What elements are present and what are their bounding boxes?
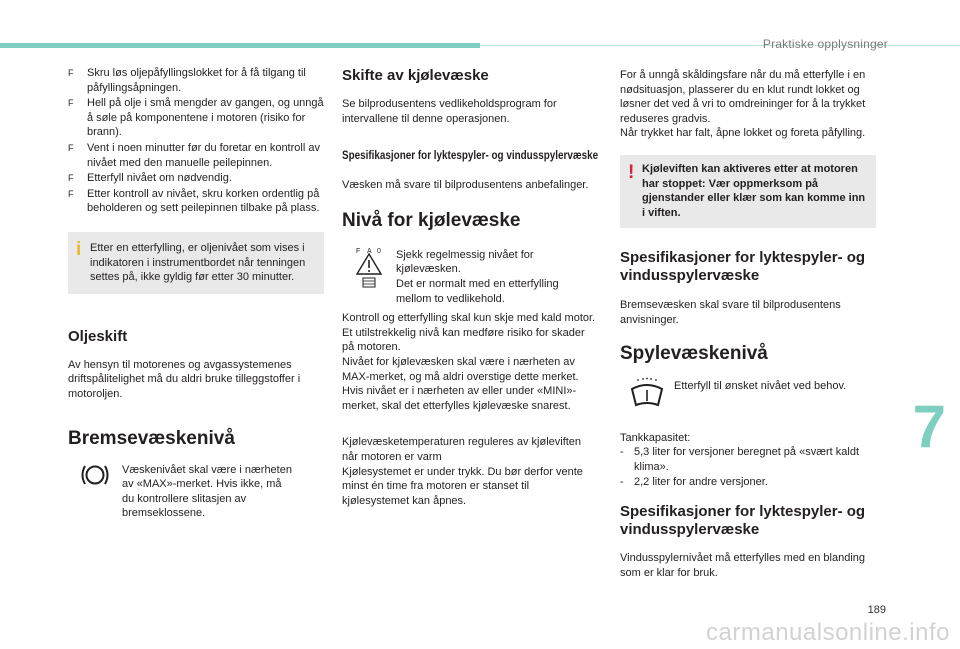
spesifikasjoner-text: Væsken må svare til bilprodusentens anbefalinger. <box>342 179 589 192</box>
brake-fluid-text: Væskenivået skal være i nærheten av «MAX»-merket. Hvis ikke, må du kontrollere slitasjen av bremseklossene. <box>122 463 292 520</box>
header-accent-bar <box>0 43 480 48</box>
list-item-text: 5,3 liter for versjoner beregnet på «svært kaldt klima». <box>634 446 860 473</box>
svg-text:A: A <box>367 247 372 255</box>
list-item <box>68 141 324 170</box>
list-item <box>68 187 324 216</box>
bullet-arrow-icon: F <box>68 142 74 153</box>
oljeskift-heading: Oljeskift <box>68 327 128 345</box>
column-left <box>68 66 324 521</box>
header-rule <box>480 45 960 46</box>
coolant-row <box>342 246 598 306</box>
oil-fill-steps <box>68 66 324 216</box>
bullet-arrow-icon: F <box>68 68 74 78</box>
warning-note <box>620 155 876 228</box>
list-item <box>68 96 324 140</box>
brake-fluid-warning-icon <box>68 463 122 487</box>
page-number: 189 <box>867 604 886 616</box>
bremsevaeskeniva-heading: Bremsevæskenivå <box>68 427 235 449</box>
bullet-dash: - <box>620 446 624 459</box>
column-right <box>620 66 876 580</box>
coolant-warning-icon <box>342 246 396 290</box>
coolant-temperature-text: Kjølevæsketemperaturen reguleres av kjøleviften når motoren er varm Kjølesystemet er under trykk. Du bør derfor vente minst én time fra motoren er stanset til kjølesystemet kan åpnes. <box>342 436 583 507</box>
bullet-dash: - <box>620 476 624 489</box>
list-item <box>68 66 324 95</box>
washer-fluid-icon <box>620 377 674 409</box>
skifte-heading: Skifte av kjølevæske <box>342 67 489 84</box>
svg-text:F: F <box>356 247 361 255</box>
bullet-arrow-icon: F <box>68 98 74 109</box>
list-item <box>620 445 876 474</box>
section-header-title: Praktiske opplysninger <box>762 37 888 51</box>
oljeskift-text: Av hensyn til motorenes og avgassystemenes driftspålitelighet må du aldri bruke tilleggstoffer i motoroljen. <box>68 358 301 400</box>
list-item-text: Skru løs oljepåfyllingslokket for å få tilgang til påfyllingsåpningen. <box>87 67 306 94</box>
info-icon: i <box>76 238 82 260</box>
spesifikasjoner-heading-2: Spesifikasjoner for lyktespyler- og vindusspylervæske <box>620 502 866 538</box>
svg-text:0: 0 <box>377 247 381 255</box>
list-item-text: Etterfyll nivået om nødvendig. <box>87 172 232 185</box>
column-middle <box>342 66 598 508</box>
scalding-warning-text: For å unngå skåldingsfare når du må etterfylle i en nødsituasjon, plasserer du en klut rundt lokket og løsner det ved å vri to omdreininger for å la trykket reduseres gradvis. Når trykket har falt, åpne lokket og foreta påfylling. <box>620 69 866 140</box>
warning-icon: ! <box>628 161 635 183</box>
info-note <box>68 232 324 294</box>
list-item-text: Vent i noen minutter før du foretar en kontroll av nivået med den manuelle peilepinnen. <box>87 141 320 169</box>
skifte-text: Se bilprodusentens vedlikeholdsprogram for intervallene til denne operasjonen. <box>342 98 557 125</box>
warning-note-text: Kjøleviften kan aktiveres etter at motoren har stoppet: Vær oppmerksom på gjenstander eller klær som kan komme inn i viften. <box>642 162 866 219</box>
list-item-text: Hell på olje i små mengder av gangen, og unngå å søle på komponentene i motoren (risiko for brann). <box>87 97 324 139</box>
coolant-check-text: Sjekk regelmessig nivået for kjølevæsken. Det er normalt med en etterfylling mellom to vedlikehold. <box>396 248 559 305</box>
bullet-arrow-icon: F <box>68 188 74 199</box>
spesifikasjoner-text-1: Bremsevæsken skal svare til bilprodusentens anvisninger. <box>620 299 841 326</box>
washer-fluid-text: Etterfyll til ønsket nivået ved behov. <box>674 379 847 392</box>
tank-capacity-label: Tankkapasitet: <box>620 431 691 444</box>
list-item <box>68 171 324 186</box>
list-item-text: Etter kontroll av nivået, skru korken ordentlig på beholderen og sett peilepinnen tilbake på plass. <box>87 187 320 215</box>
brake-fluid-row <box>68 463 324 521</box>
watermark: carmanualsonline.info <box>706 619 950 646</box>
niva-kjolevaeske-heading: Nivå for kjølevæske <box>342 209 521 231</box>
spylevaeskeniva-heading: Spylevæskenivå <box>620 342 768 364</box>
spesifikasjoner-text-2: Vindusspylernivået må etterfylles med en blanding som er klar for bruk. <box>620 551 865 579</box>
chapter-number: 7 <box>912 393 946 460</box>
tank-capacity-list <box>620 445 876 490</box>
list-item <box>620 475 876 490</box>
bullet-arrow-icon: F <box>68 173 74 184</box>
list-item-text: 2,2 liter for andre versjoner. <box>634 476 768 489</box>
info-note-text: Etter en etterfylling, er oljenivået som vises i indikatoren i instrumentbordet når tenningen settes på, ikke gyldig før etter 30 minutter. <box>90 241 306 284</box>
spesifikasjoner-heading-1: Spesifikasjoner for lyktespyler- og vindusspylervæske <box>620 249 866 285</box>
spesifikasjoner-heading: Spesifikasjoner for lyktespyler- og vindusspylervæske <box>342 150 599 163</box>
washer-fluid-row <box>620 377 876 409</box>
coolant-level-text: Kontroll og etterfylling skal kun skje med kald motor. Et utilstrekkelig nivå kan medføre risiko for skader på motoren. Nivået for kjølevæsken skal være i nærheten av MAX-merket, og må aldri overstige dette merket. Hvis nivået er i nærheten av eller under «MINI»-merket, skal det etterfylles kjølevæske snarest. <box>342 312 596 412</box>
